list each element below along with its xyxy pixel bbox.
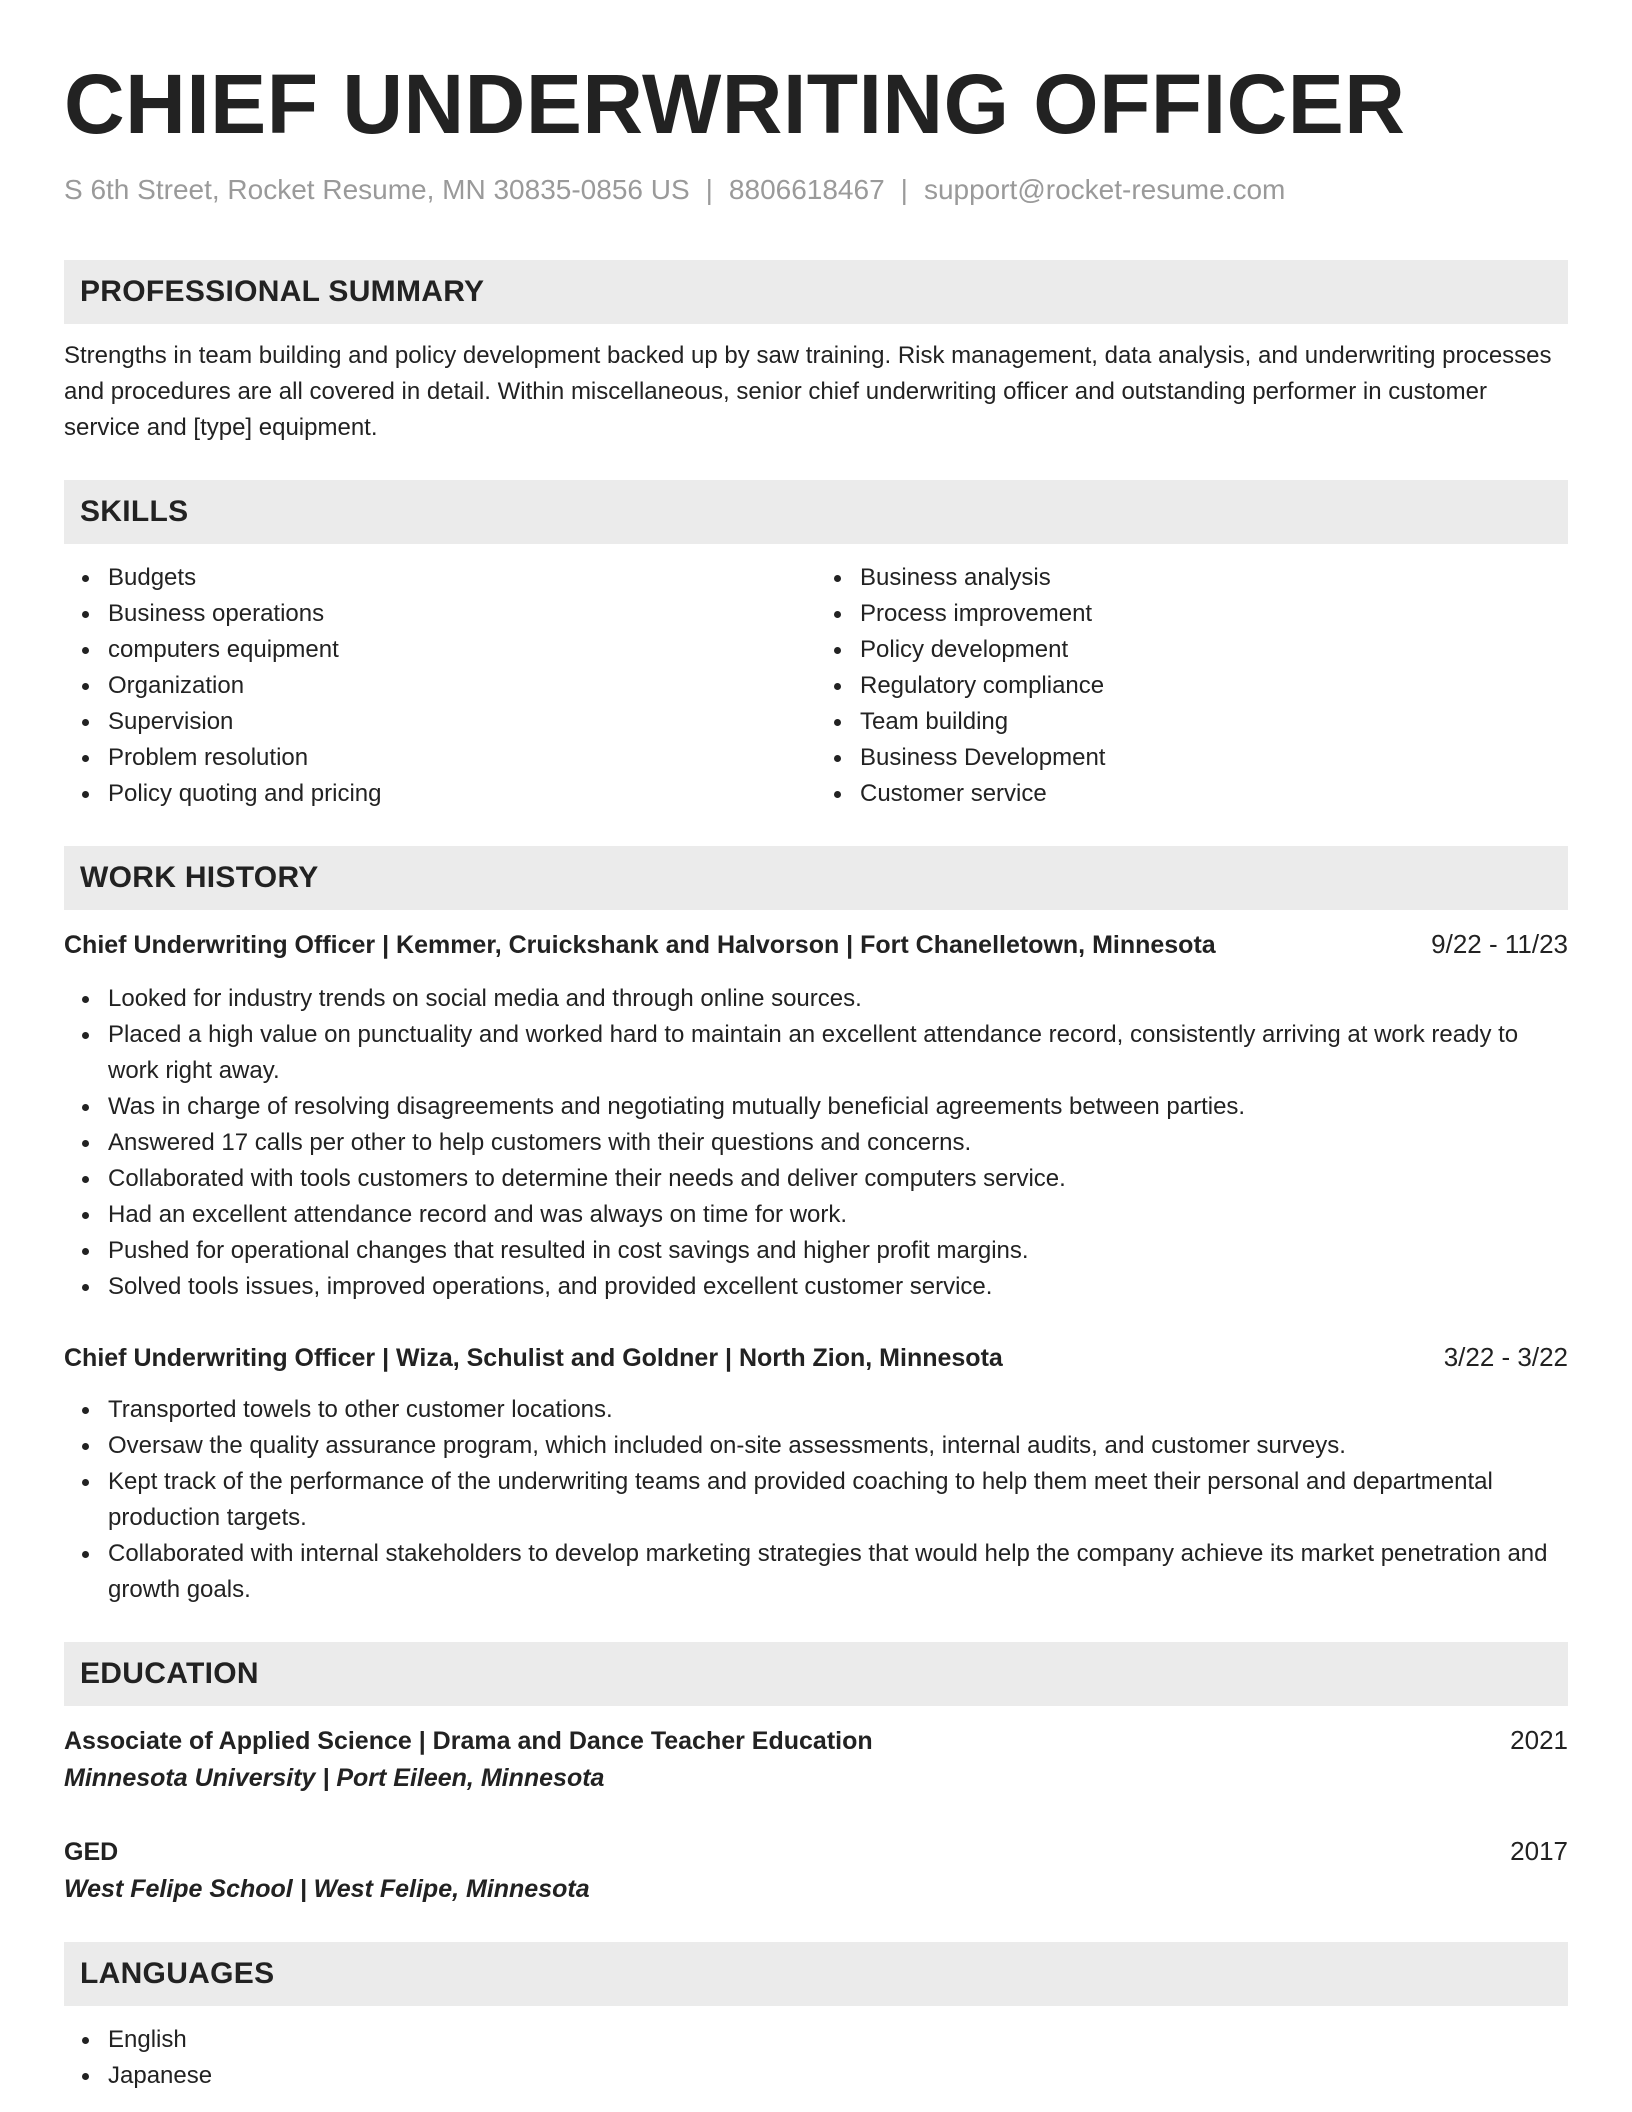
contact-address: S 6th Street, Rocket Resume, MN 30835-0856 US (64, 174, 690, 205)
section-header-skills: SKILLS (64, 480, 1568, 544)
education-degree: GED (64, 1838, 119, 1866)
skills-list (64, 560, 1568, 812)
job-dates: 3/22 - 3/22 (1443, 1342, 1568, 1372)
job-bullet: Transported towels to other customer locations. (108, 1392, 1568, 1428)
job-bullet: Solved tools issues, improved operations, and provided excellent customer service. (108, 1269, 1568, 1305)
education-year: 2021 (1510, 1725, 1568, 1755)
education-entry (64, 1722, 1568, 1797)
language-item: Japanese (108, 2058, 1568, 2094)
job-bullet: Looked for industry trends on social media and through online sources. (108, 981, 1568, 1017)
skill-item: Business analysis (860, 560, 1568, 596)
education-header (64, 1833, 1568, 1870)
job-bullet: Collaborated with internal stakeholders to develop marketing strategies that would help the company achieve its market penetration and growth goals. (108, 1536, 1568, 1608)
skill-item: Policy development (860, 632, 1568, 668)
skill-item: Business operations (108, 596, 816, 632)
job-bullet: Had an excellent attendance record and was always on time for work. (108, 1197, 1568, 1233)
skill-item: Regulatory compliance (860, 668, 1568, 704)
education-header (64, 1722, 1568, 1759)
education-school: Minnesota University | Port Eileen, Minnesota (64, 1764, 605, 1792)
summary-text: Strengths in team building and policy development backed up by saw training. Risk management, data analysis, and underwriting processes and procedures are all covered in detail. Within miscellaneous, senior chief underwriting officer and outstanding performer in customer service and [type] equipment. (64, 342, 1552, 441)
job-bullets (64, 1392, 1568, 1608)
education-year: 2017 (1510, 1836, 1568, 1866)
skill-item: Customer service (860, 776, 1568, 812)
job-bullet: Placed a high value on punctuality and worked hard to maintain an excellent attendance record, consistently arriving at work ready to work right away. (108, 1017, 1568, 1089)
skill-item: Policy quoting and pricing (108, 776, 816, 812)
job-bullets (64, 981, 1568, 1305)
skills-column-left (64, 560, 816, 812)
job-bullet: Answered 17 calls per other to help customers with their questions and concerns. (108, 1125, 1568, 1161)
contact-phone: 8806618467 (728, 174, 885, 205)
job-bullet: Pushed for operational changes that resulted in cost savings and higher profit margins. (108, 1233, 1568, 1269)
job-header (64, 1339, 1568, 1376)
contact-separator: | (705, 174, 713, 205)
job-bullet: Kept track of the performance of the underwriting teams and provided coaching to help them meet their personal and departmental production targets. (108, 1464, 1568, 1536)
skill-item: Organization (108, 668, 816, 704)
contact-email[interactable]: support@rocket-resume.com (923, 174, 1286, 205)
job-bullet: Oversaw the quality assurance program, which included on-site assessments, internal audits, and customer surveys. (108, 1428, 1568, 1464)
skill-item: Business Development (860, 740, 1568, 776)
job-dates: 9/22 - 11/23 (1431, 929, 1568, 959)
skill-item: Problem resolution (108, 740, 816, 776)
skills-column-right (816, 560, 1568, 812)
skill-item: Supervision (108, 704, 816, 740)
job-title: Chief Underwriting Officer | Kemmer, Cruickshank and Halvorson | Fort Chanelletown, Minnesota (64, 931, 1216, 959)
job-title: Chief Underwriting Officer | Wiza, Schulist and Goldner | North Zion, Minnesota (64, 1344, 1003, 1372)
section-header-languages: LANGUAGES (64, 1942, 1568, 2006)
contact-separator: | (900, 174, 908, 205)
job-bullet: Collaborated with tools customers to determine their needs and deliver computers service. (108, 1161, 1568, 1197)
contact-line (64, 172, 1568, 208)
language-item: English (108, 2022, 1568, 2058)
education-entry (64, 1833, 1568, 1908)
job-entry (64, 1339, 1568, 1608)
job-bullet: Was in charge of resolving disagreements and negotiating mutually beneficial agreements between parties. (108, 1089, 1568, 1125)
languages-list (64, 2022, 1568, 2094)
education-degree: Associate of Applied Science | Drama and Dance Teacher Education (64, 1727, 873, 1755)
job-entry (64, 926, 1568, 1305)
skill-item: Process improvement (860, 596, 1568, 632)
section-header-education: EDUCATION (64, 1642, 1568, 1706)
section-header-summary: PROFESSIONAL SUMMARY (64, 260, 1568, 324)
education-school: West Felipe School | West Felipe, Minnesota (64, 1875, 590, 1903)
job-header (64, 926, 1568, 963)
skill-item: Team building (860, 704, 1568, 740)
skill-item: computers equipment (108, 632, 816, 668)
resume-title: CHIEF UNDERWRITING OFFICER (64, 57, 1406, 151)
skill-item: Budgets (108, 560, 816, 596)
section-header-work-history: WORK HISTORY (64, 846, 1568, 910)
